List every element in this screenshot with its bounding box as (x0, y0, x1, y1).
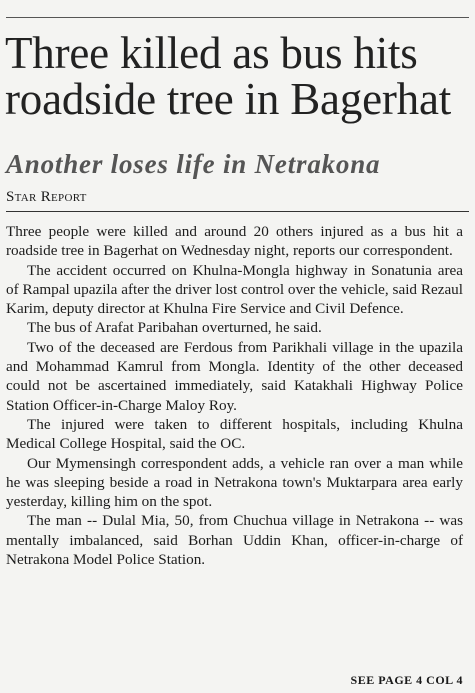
top-divider (6, 17, 469, 18)
headline: Three killed as bus hits roadside tree in Bagerhat (5, 28, 452, 124)
cropped-header-strip (0, 0, 475, 8)
paragraph: The man -- Dulal Mia, 50, from Chuchua village in Netrakona -- was mentally imbalanced, said Borhan Uddin Khan, officer-in-charge of Netrakona Model Police Station. (6, 512, 463, 569)
article-body (6, 222, 463, 569)
subheadline: Another loses life in Netrakona (6, 149, 381, 179)
paragraph: The bus of Arafat Paribahan overturned, he said. (27, 319, 322, 337)
byline: Star Report (6, 189, 87, 205)
continuation-note: SEE PAGE 4 COL 4 (350, 673, 463, 687)
paragraph: Three people were killed and around 20 others injured as a bus hit a roadside tree in Bagerhat on Wednesday night, reports our correspondent. (6, 223, 463, 260)
paragraph: Two of the deceased are Ferdous from Parikhali village in the upazila and Mohammad Kamrul from Mongla. Identity of the other deceased could not be ascertained immediately, said Katakhali Highway Police Station Officer-in-Charge Maloy Roy. (6, 338, 463, 414)
paragraph: The injured were taken to different hospitals, including Khulna Medical College Hospital, said the OC. (6, 415, 463, 453)
paragraph: Our Mymensingh correspondent adds, a vehicle ran over a man while he was sleeping beside a road in Netrakona town's Muktarpara area early yesterday, killing him on the spot. (6, 454, 463, 511)
paragraph: The accident occurred on Khulna-Mongla highway in Sonatunia area of Rampal upazila after the driver lost control over the vehicle, said Rezaul Karim, deputy director at Khulna Fire Service and Civil Defence. (6, 261, 463, 318)
byline-divider (6, 211, 469, 212)
